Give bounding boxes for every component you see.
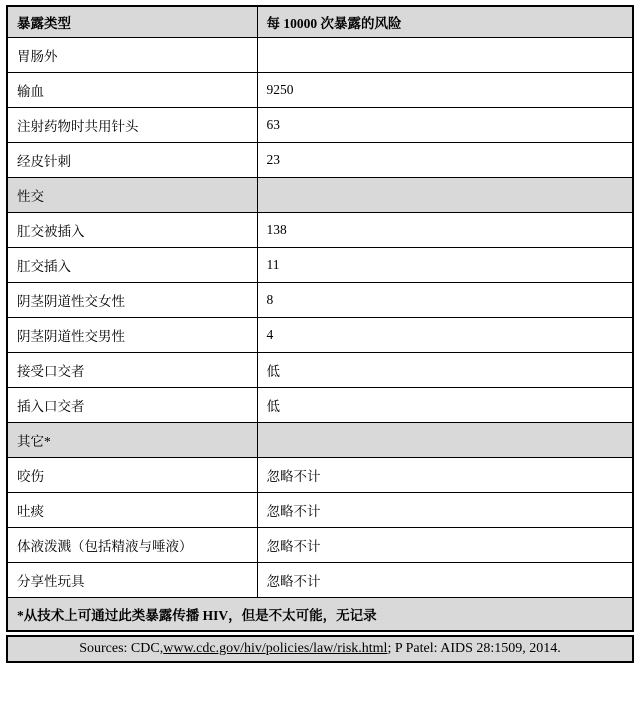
exposure-label-cell: 分享性玩具 — [7, 562, 257, 597]
exposure-label-cell: 吐痰 — [7, 492, 257, 527]
risk-value-cell: 9250 — [257, 72, 633, 107]
exposure-label-cell: 性交 — [7, 177, 257, 212]
risk-value-cell: 忽略不计 — [257, 562, 633, 597]
exposure-row — [7, 72, 633, 107]
exposure-row — [7, 527, 633, 562]
exposure-label-cell: 阴茎阴道性交女性 — [7, 282, 257, 317]
exposure-row — [7, 212, 633, 247]
footnote-text: *从技术上可通过此类暴露传播 HIV，但是不太可能，无记录 — [7, 597, 633, 631]
risk-table — [6, 5, 634, 632]
sources-prefix-text: Sources: CDC, — [79, 641, 164, 656]
exposure-label-cell: 其它* — [7, 422, 257, 457]
exposure-label-cell: 肛交被插入 — [7, 212, 257, 247]
exposure-label-cell: 注射药物时共用针头 — [7, 107, 257, 142]
exposure-label-cell: 经皮针刺 — [7, 142, 257, 177]
footnote-row — [7, 597, 633, 631]
risk-value-cell: 忽略不计 — [257, 457, 633, 492]
risk-value-cell — [257, 422, 633, 457]
risk-value-cell: 低 — [257, 387, 633, 422]
document-page — [6, 5, 634, 663]
exposure-row — [7, 387, 633, 422]
exposure-row — [7, 317, 633, 352]
risk-value-cell: 低 — [257, 352, 633, 387]
risk-value-cell: 忽略不计 — [257, 492, 633, 527]
risk-value-cell: 23 — [257, 142, 633, 177]
exposure-label-cell: 体液泼溅（包括精液与唾液） — [7, 527, 257, 562]
sources-suffix-text: ; P Patel: AIDS 28:1509, 2014. — [387, 641, 561, 656]
risk-value-cell: 忽略不计 — [257, 527, 633, 562]
exposure-row — [7, 492, 633, 527]
risk-value-cell: 63 — [257, 107, 633, 142]
exposure-row — [7, 282, 633, 317]
column-header-risk: 每 10000 次暴露的风险 — [257, 6, 633, 37]
section-row — [7, 177, 633, 212]
cdc-risk-url-link[interactable]: www.cdc.gov/hiv/policies/law/risk.html — [163, 641, 388, 656]
exposure-label-cell: 胃肠外 — [7, 37, 257, 72]
exposure-row — [7, 142, 633, 177]
exposure-row — [7, 352, 633, 387]
exposure-label-cell: 肛交插入 — [7, 247, 257, 282]
risk-value-cell — [257, 37, 633, 72]
risk-value-cell — [257, 177, 633, 212]
section-row — [7, 422, 633, 457]
risk-value-cell: 4 — [257, 317, 633, 352]
risk-value-cell: 11 — [257, 247, 633, 282]
table-header-row — [7, 6, 633, 37]
exposure-label-cell: 咬伤 — [7, 457, 257, 492]
exposure-label-cell: 输血 — [7, 72, 257, 107]
risk-value-cell: 8 — [257, 282, 633, 317]
exposure-row — [7, 457, 633, 492]
exposure-label-cell: 接受口交者 — [7, 352, 257, 387]
column-header-exposure-type: 暴露类型 — [7, 6, 257, 37]
risk-value-cell: 138 — [257, 212, 633, 247]
exposure-row — [7, 37, 633, 72]
exposure-label-cell: 插入口交者 — [7, 387, 257, 422]
exposure-row — [7, 107, 633, 142]
exposure-row — [7, 562, 633, 597]
exposure-row — [7, 247, 633, 282]
sources-bar — [6, 635, 634, 663]
exposure-label-cell: 阴茎阴道性交男性 — [7, 317, 257, 352]
